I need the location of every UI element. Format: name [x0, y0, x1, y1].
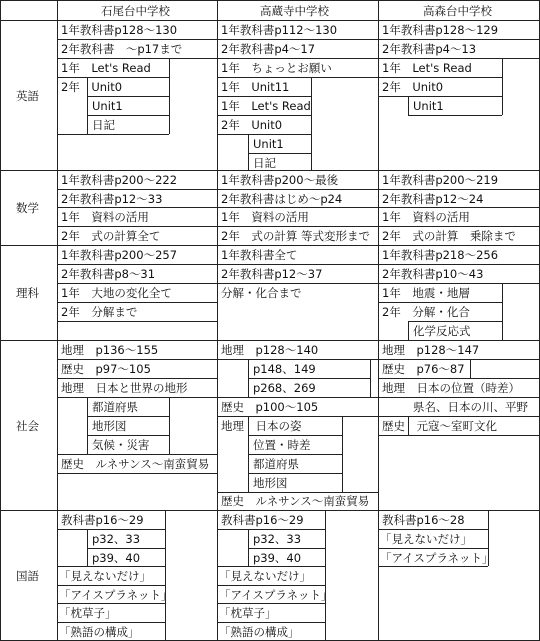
rule [57, 302, 217, 303]
rule [57, 473, 217, 474]
rule [408, 115, 502, 116]
cell-text: 教科書p16～28 [382, 513, 465, 527]
cell-text: 1年 Let's Read [61, 61, 151, 75]
rule [248, 359, 249, 397]
cell-text: p268、269 [253, 381, 316, 395]
cell-text: 1年 地震・地層 [382, 286, 470, 300]
rule [217, 115, 311, 116]
rule [502, 283, 503, 340]
rule [217, 622, 325, 623]
rule [342, 416, 343, 492]
rule [408, 321, 409, 340]
rule [87, 529, 88, 566]
cell-text: 2年教科書はじめ～p24 [221, 192, 343, 206]
rule [0, 510, 540, 511]
cell-text: 「見えないだけ」 [219, 569, 311, 583]
rule [248, 529, 249, 566]
rule [217, 359, 378, 360]
rule [57, 454, 217, 455]
cell-text: 地理 p136～155 [61, 343, 159, 357]
cell-text: 2年 式の計算 等式変形まで [221, 229, 370, 243]
rule [57, 189, 539, 190]
cell-text: 1年教科書p128～130 [61, 23, 178, 37]
rule [408, 96, 409, 115]
rule [87, 548, 165, 549]
cell-text: 歴史 p100～105 [221, 400, 319, 414]
cell-text: 化学反応式 [413, 324, 471, 338]
cell-text: 2年教科書p4～17 [221, 42, 316, 56]
cell-text: 2年教科書p12～37 [221, 267, 323, 281]
cell-text: 位置・時差 [253, 438, 311, 452]
rule [248, 435, 342, 436]
cell-text: 「枕草子」 [59, 606, 117, 620]
school-header-3: 高森台中学校 [423, 4, 492, 18]
cell-text: 2年教科書p12～24 [382, 192, 484, 206]
rule [0, 0, 540, 1]
cell-text: 1年教科書p218～256 [382, 248, 499, 262]
cell-text: 「熟語の構成」 [219, 625, 300, 639]
cell-text: 「アイスプラネット」 [59, 588, 173, 602]
rule [248, 153, 311, 154]
rule [502, 58, 503, 115]
rule [57, 566, 165, 567]
rule [248, 134, 249, 170]
rule [378, 96, 502, 97]
rule [165, 510, 166, 640]
rule [378, 435, 539, 436]
cell-text: 1年教科書p200～最後 [221, 173, 339, 187]
rule [57, 622, 165, 623]
rule [217, 492, 378, 493]
cell-text: 歴史 p97～105 [61, 362, 151, 376]
cell-text: 2年教科書p8～31 [61, 267, 156, 281]
rule [378, 548, 488, 549]
rule [378, 378, 539, 379]
rule [378, 359, 539, 360]
cell-text: 1年教科書p128～129 [382, 23, 499, 37]
cell-text: 2年 式の計算 乗除まで [382, 229, 516, 243]
cell-text: 1年 Let's Read [382, 61, 472, 75]
rule [0, 340, 540, 341]
cell-text: 分解・化合まで [221, 286, 302, 300]
cell-text: 2年 分解まで [61, 305, 138, 319]
cell-text: 「枕草子」 [219, 606, 277, 620]
rule [378, 77, 502, 78]
school-header-2: 高蔵寺中学校 [260, 4, 329, 18]
rule [248, 378, 370, 379]
rule [217, 416, 378, 417]
rule [248, 473, 342, 474]
rule [87, 435, 169, 436]
rule [57, 529, 165, 530]
rule [378, 566, 488, 567]
cell-text: 地理 日本の姿 [221, 419, 302, 433]
cell-text: 地理 p128～147 [382, 343, 480, 357]
rule [57, 359, 217, 360]
rule [57, 77, 169, 78]
rule [217, 96, 311, 97]
rule [169, 58, 170, 134]
subject-japanese: 国語 [16, 569, 39, 583]
rule [217, 529, 325, 530]
rule [248, 454, 342, 455]
rule [378, 58, 539, 59]
cell-text: 2年 式の計算全て [61, 229, 161, 243]
cell-text: 歴史 ルネサンス～南蛮貿易 [61, 457, 210, 471]
rule [57, 58, 217, 59]
cell-text: 「アイスプラネット」 [219, 588, 333, 602]
school-header-1: 石尾台中学校 [101, 4, 170, 18]
rule [217, 77, 378, 78]
subject-science: 理科 [16, 286, 39, 300]
rule [378, 416, 539, 417]
cell-text: 1年 資料の活用 [61, 210, 149, 224]
rule [217, 397, 378, 398]
rule [408, 321, 502, 322]
cell-text: 1年 Unit11 [221, 80, 290, 94]
rule [470, 359, 471, 378]
rule [57, 226, 539, 227]
rule [0, 20, 540, 21]
cell-text: 1年教科書p200～222 [61, 173, 178, 187]
cell-text: 歴史 p76～87 [382, 362, 465, 376]
rule [57, 585, 165, 586]
rule [169, 397, 170, 454]
rule [57, 378, 217, 379]
cell-text: 2年教科書p12～33 [61, 192, 163, 206]
cell-text: 2年教科書 ～p17まで [61, 42, 183, 56]
rule [217, 58, 378, 59]
cell-text: 1年教科書全て [221, 248, 298, 262]
rule [57, 134, 169, 135]
cell-text: 日記 [253, 156, 276, 170]
rule [0, 170, 540, 171]
rule [217, 134, 311, 135]
rule [0, 0, 1, 641]
cell-text: 都道府県 [253, 457, 299, 471]
rule [57, 397, 217, 398]
cell-text: 2年教科書p4～13 [382, 42, 477, 56]
cell-text: 日記 [92, 118, 115, 132]
rule [57, 603, 165, 604]
rule [217, 566, 325, 567]
subject-social: 社会 [16, 419, 39, 433]
rule [87, 416, 169, 417]
cell-text: 「熟語の構成」 [59, 625, 140, 639]
cell-text: p32、33 [92, 532, 141, 546]
rule [57, 264, 539, 265]
cell-text: 歴史 ルネサンス～南蛮貿易 [221, 494, 370, 508]
cell-text: Unit1 [92, 99, 123, 113]
cell-text: 地理 p128～140 [221, 343, 319, 357]
rule [217, 585, 325, 586]
cell-text: 地理 日本の位置（時差） [382, 381, 520, 395]
rule [378, 529, 488, 530]
cell-text: 歴史 元寇～室町文化 [382, 419, 497, 433]
rule [378, 302, 502, 303]
rule [217, 39, 378, 40]
rule [57, 321, 217, 322]
rule [378, 397, 539, 398]
cell-text: 地理 日本と世界の地形 [61, 381, 188, 395]
cell-text: 1年教科書p200～219 [382, 173, 499, 187]
cell-text: 1年 ちょっとお願い [221, 61, 332, 75]
cell-text: 2年教科書p10～43 [382, 267, 484, 281]
rule [0, 245, 540, 246]
cell-text: 気候・災害 [92, 438, 150, 452]
cell-text: 教科書p16～29 [61, 513, 144, 527]
rule [57, 207, 539, 208]
rule [57, 39, 217, 40]
cell-text: p32、33 [253, 532, 302, 546]
rule [87, 96, 169, 97]
cell-text: 1年 資料の活用 [221, 210, 309, 224]
cell-text: p39、40 [253, 551, 302, 565]
cell-text: 2年 Unit0 [221, 118, 283, 132]
rule [87, 115, 169, 116]
cell-text: 1年 大地の変化全て [61, 286, 172, 300]
cell-text: Unit1 [253, 137, 284, 151]
cell-text: Unit1 [413, 99, 444, 113]
rule [57, 283, 539, 284]
subject-english: 英語 [16, 89, 39, 103]
subject-math: 数学 [16, 201, 39, 215]
cell-text: 1年教科書p200～257 [61, 248, 178, 262]
cell-text: 県名、日本の川、平野 [413, 400, 528, 414]
rule [378, 39, 539, 40]
rule [311, 77, 312, 170]
cell-text: 都道府県 [92, 400, 138, 414]
cell-text: 「見えないだけ」 [380, 532, 472, 546]
rule [87, 397, 88, 454]
cell-text: 1年教科書p112～130 [221, 23, 338, 37]
cell-text: 2年 Unit0 [61, 80, 123, 94]
cell-text: p148、149 [253, 362, 316, 376]
cell-text: 地形図 [92, 419, 127, 433]
rule [325, 510, 326, 640]
cell-text: 教科書p16～29 [221, 513, 304, 527]
cell-text: 「見えないだけ」 [59, 569, 151, 583]
cell-text: 2年 分解・化合 [382, 305, 470, 319]
cell-text: 「アイスプラネット」 [380, 551, 494, 565]
cell-text: 1年 資料の活用 [382, 210, 470, 224]
rule [248, 548, 325, 549]
rule [217, 603, 325, 604]
cell-text: 1年 Let's Read [221, 99, 311, 113]
cell-text: 2年 Unit0 [382, 80, 444, 94]
rule [370, 359, 371, 397]
cell-text: 地形図 [253, 476, 288, 490]
cell-text: p39、40 [92, 551, 141, 565]
